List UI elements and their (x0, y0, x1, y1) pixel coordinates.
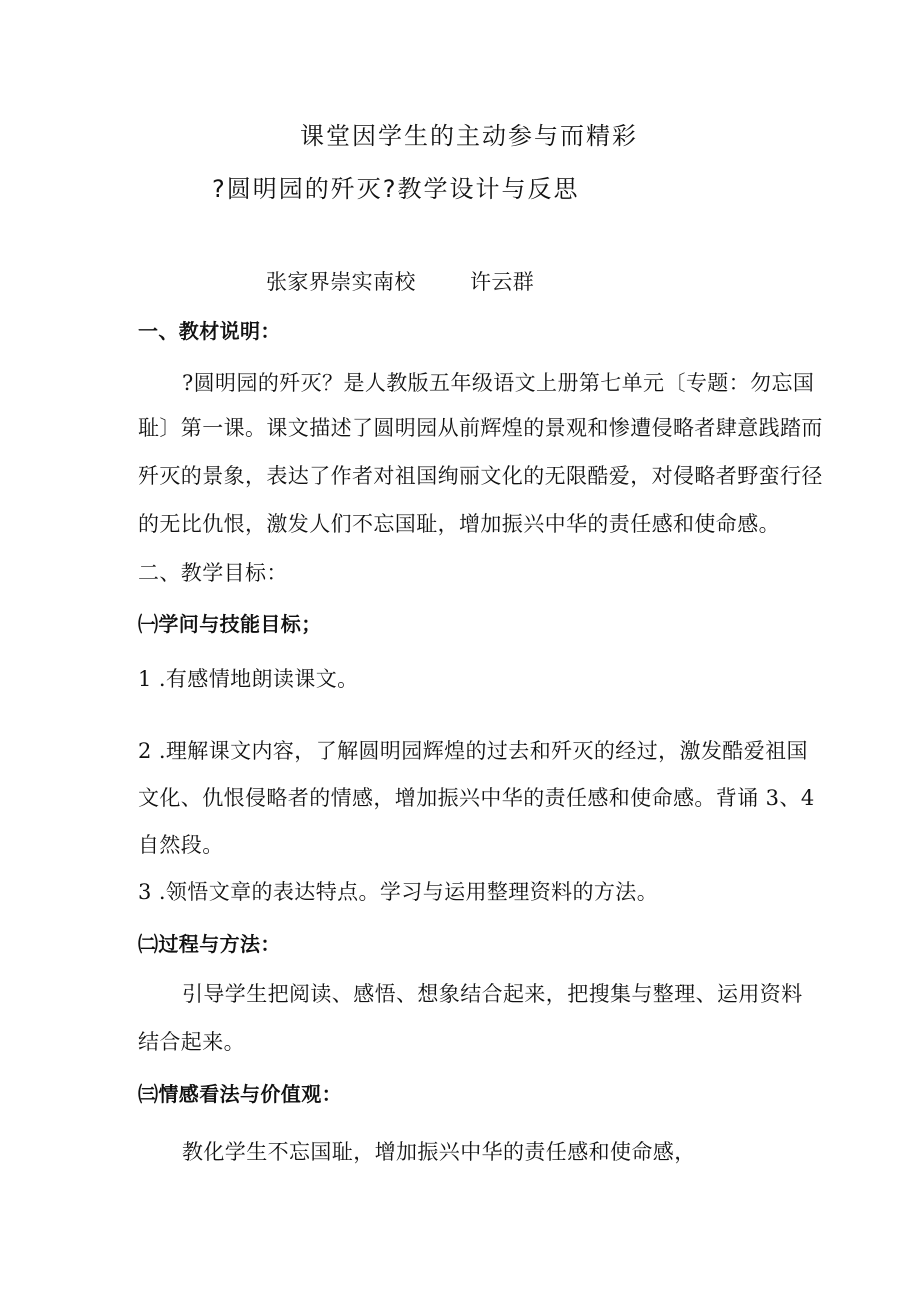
goal-item-2-line: 文化、仇恨侵略者的情感，增加振兴中华的责任感和使命感。背诵 3、4 (138, 786, 815, 810)
byline-school: 张家界崇实南校 (266, 270, 416, 294)
paragraph-line: 结合起来。 (138, 1030, 245, 1054)
subsection-heading-knowledge: ㈠学问与技能目标； (138, 612, 322, 636)
subsection-heading-process: ㈡过程与方法： (138, 932, 281, 956)
paragraph-line: 的无比仇恨，激发人们不忘国耻，增加振兴中华的责任感和使命感。 (138, 512, 780, 536)
goal-item-1: 1 .有感情地朗读课文。 (138, 667, 359, 691)
byline-author: 许云群 (470, 270, 535, 294)
paragraph-line: 耻〕第一课。课文描述了圆明园从前辉煌的景观和惨遭侵略者肆意践踏而 (138, 416, 823, 440)
paragraph-line: ?圆明园的歼灭？是人教版五年级语文上册第七单元〔专题：勿忘国 (182, 371, 815, 395)
subsection-heading-values: ㈢情感看法与价值观： (138, 1082, 342, 1106)
paragraph-line: 引导学生把阅读、感悟、想象结合起来，把搜集与整理、运用资料 (182, 982, 803, 1006)
section-heading-materials: 一、教材说明： (138, 319, 281, 343)
document-title: 课堂因学生的主动参与而精彩 (300, 122, 638, 150)
goal-item-3: 3 .领悟文章的表达特点。学习与运用整理资料的方法。 (138, 880, 659, 904)
paragraph-line: 歼灭的景象，表达了作者对祖国绚丽文化的无限酷爱，对侵略者野蛮行径 (138, 464, 823, 488)
goal-item-2-line: 2 .理解课文内容，了解圆明园辉煌的过去和歼灭的经过，激发酷爱祖国 (138, 739, 808, 763)
paragraph-line: 教化学生不忘国耻，增加振兴中华的责任感和使命感， (182, 1140, 696, 1164)
goal-item-2-line: 自然段。 (138, 833, 224, 857)
section-heading-goals: 二、教学目标： (138, 561, 288, 585)
document-subtitle: ?圆明园的歼灭?教学设计与反思 (212, 175, 580, 203)
